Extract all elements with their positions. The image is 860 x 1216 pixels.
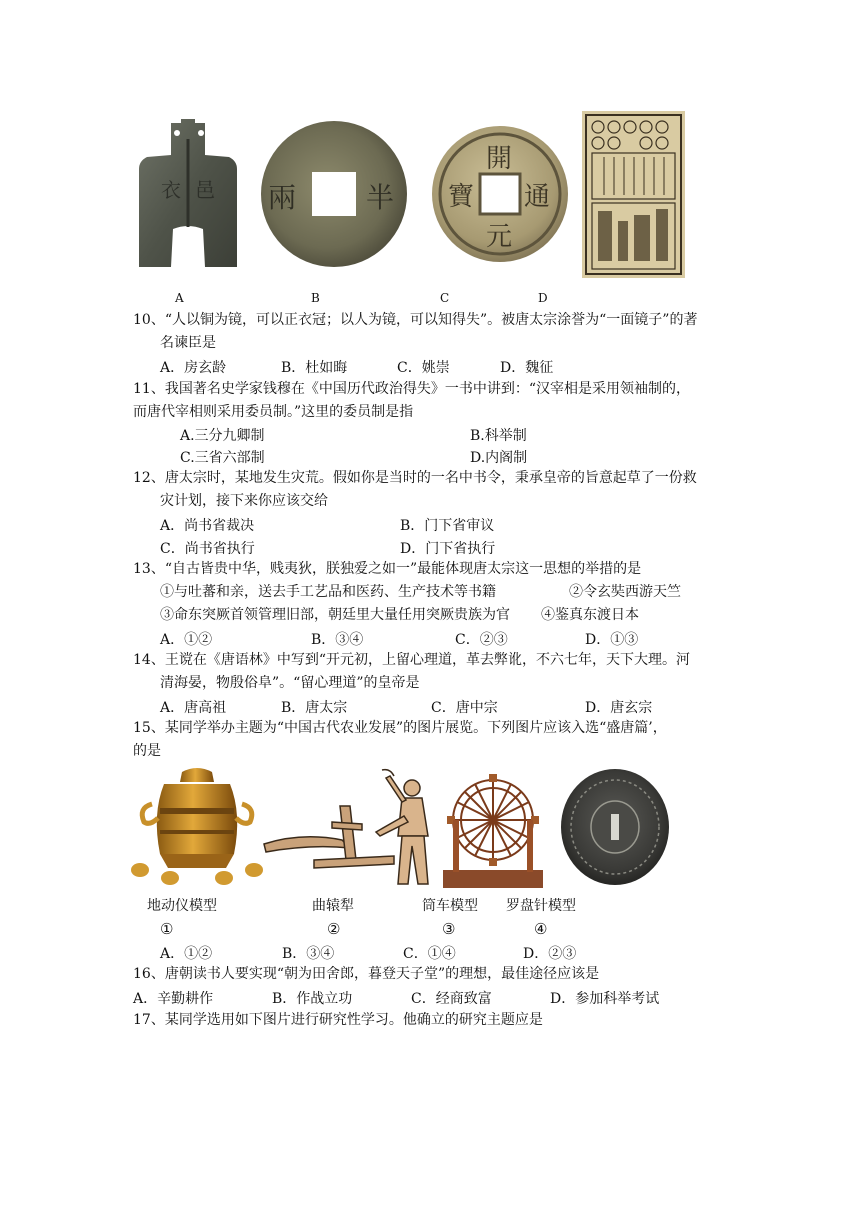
q12-option-a: A．尚书省裁决 (160, 518, 255, 534)
q11-option-d: D.内阁制 (470, 450, 528, 466)
q15-option-b: B．③④ (282, 946, 335, 962)
q14-option-b: B．唐太宗 (281, 700, 348, 716)
q11-stem-line1: 11、我国著名史学家钱穆在《中国历代政治得失》一书中讲到：“汉宰相是采用领袖制的， (133, 381, 690, 397)
seismograph-icon (130, 764, 265, 886)
q14-stem-line1: 14、王谠在《唐语林》中写到“开元初，上留心理道，革去弊讹，不六七年，天下大理。河 (133, 652, 690, 668)
coin-label-a: A (175, 291, 184, 305)
water-wheel-icon (443, 770, 543, 888)
q12-option-d: D．门下省执行 (400, 541, 496, 557)
q15-caption-3: 筒车模型 (422, 898, 478, 914)
svg-text:元: 元 (486, 222, 513, 252)
svg-text:半: 半 (366, 181, 395, 214)
svg-text:寶: 寶 (448, 182, 475, 212)
curved-plough-icon (262, 766, 442, 888)
q11-option-b: B.科举制 (470, 428, 527, 444)
q15-option-a: A．①② (160, 946, 213, 962)
q14-option-c: C．唐中宗 (431, 700, 498, 716)
q13-option-a: A．①② (160, 632, 213, 648)
q16-option-c: C．经商致富 (411, 991, 492, 1007)
q16-option-b: B．作战立功 (272, 991, 353, 1007)
q10-option-c: C．姚崇 (397, 360, 450, 376)
q13-option-b: B．③④ (311, 632, 364, 648)
q12-option-b: B．门下省审议 (400, 518, 495, 534)
svg-text:通: 通 (524, 182, 551, 212)
q11-option-a: A.三分九卿制 (180, 428, 265, 444)
q14-option-d: D．唐玄宗 (585, 700, 653, 716)
q15-num-1: ① (160, 920, 174, 938)
svg-text:開: 開 (486, 144, 513, 174)
jiaozi-banknote-icon (582, 111, 685, 278)
q13-item-4: ④鉴真东渡日本 (541, 607, 639, 623)
q15-caption-2: 曲辕犁 (312, 898, 354, 914)
q12-stem-line2: 灾计划，接下来你应该交给 (160, 493, 328, 509)
coin-label-d: D (538, 291, 548, 305)
compass-icon (559, 766, 671, 888)
q12-stem-line1: 12、唐太宗时，某地发生灾荒。假如你是当时的一名中书令，秉承皇帝的旨意起草了一份救 (133, 470, 697, 486)
svg-text:兩: 兩 (268, 181, 297, 214)
q16-option-a: A．辛勤耕作 (133, 991, 214, 1007)
q13-stem-line1: 13、“自古皆贵中华，贱夷狄，朕独爱之如一”最能体现唐太宗这一思想的举措的是 (133, 561, 642, 577)
q11-stem-line2: 而唐代宰相则采用委员制。”这里的委员制是指 (133, 404, 414, 420)
q10-option-b: B．杜如晦 (281, 360, 348, 376)
svg-text:衣: 衣 (161, 178, 181, 202)
kaiyuan-coin-icon (430, 123, 570, 265)
svg-text:邑: 邑 (195, 178, 215, 202)
q10-stem-line2: 名谏臣是 (160, 335, 216, 351)
q11-option-c: C.三省六部制 (180, 450, 265, 466)
q13-option-d: D．①③ (585, 632, 639, 648)
q13-item-3: ③命东突厥首领管理旧部，朝廷里大量任用突厥贵族为官 (160, 607, 510, 623)
q13-item-2: ②令玄奘西游天竺 (569, 584, 681, 600)
q15-caption-4: 罗盘针模型 (506, 898, 576, 914)
q13-option-c: C．②③ (455, 632, 508, 648)
q17-stem-line1: 17、某同学选用如下图片进行研究性学习。他确立的研究主题应是 (133, 1012, 543, 1028)
q15-num-4: ④ (534, 920, 548, 938)
q15-stem-line2: 的是 (133, 743, 161, 759)
q10-option-a: A．房玄龄 (160, 360, 227, 376)
q13-item-1: ①与吐蕃和亲，送去手工艺品和医药、生产技术等书籍 (160, 584, 496, 600)
q15-num-3: ③ (442, 920, 456, 938)
q15-option-d: D．②③ (523, 946, 577, 962)
q15-stem-line1: 15、某同学举办主题为“中国古代农业发展”的图片展览。下列图片应该入选“盛唐篇’， (133, 720, 667, 736)
q16-option-d: D．参加科举考试 (550, 991, 660, 1007)
q14-stem-line2: 清海晏，物殷俗阜”。“留心理道”的皇帝是 (160, 675, 420, 691)
q14-option-a: A．唐高祖 (160, 700, 227, 716)
coin-label-b: B (311, 291, 320, 305)
q16-stem-line1: 16、唐朝读书人要实现“朝为田舍郎，暮登天子堂”的理想，最佳途径应该是 (133, 966, 600, 982)
banliang-coin-icon (258, 117, 410, 271)
q12-option-c: C．尚书省执行 (160, 541, 255, 557)
coin-label-c: C (440, 291, 450, 305)
spade-coin-icon (133, 117, 243, 275)
q10-stem-line1: 10、“人以铜为镜，可以正衣冠；以人为镜，可以知得失”。被唐太宗涂誉为“一面镜子”的著 (133, 312, 698, 328)
q15-num-2: ② (327, 920, 341, 938)
q15-option-c: C．①④ (403, 946, 456, 962)
q10-option-d: D．魏征 (500, 360, 554, 376)
q15-caption-1: 地动仪模型 (147, 898, 217, 914)
